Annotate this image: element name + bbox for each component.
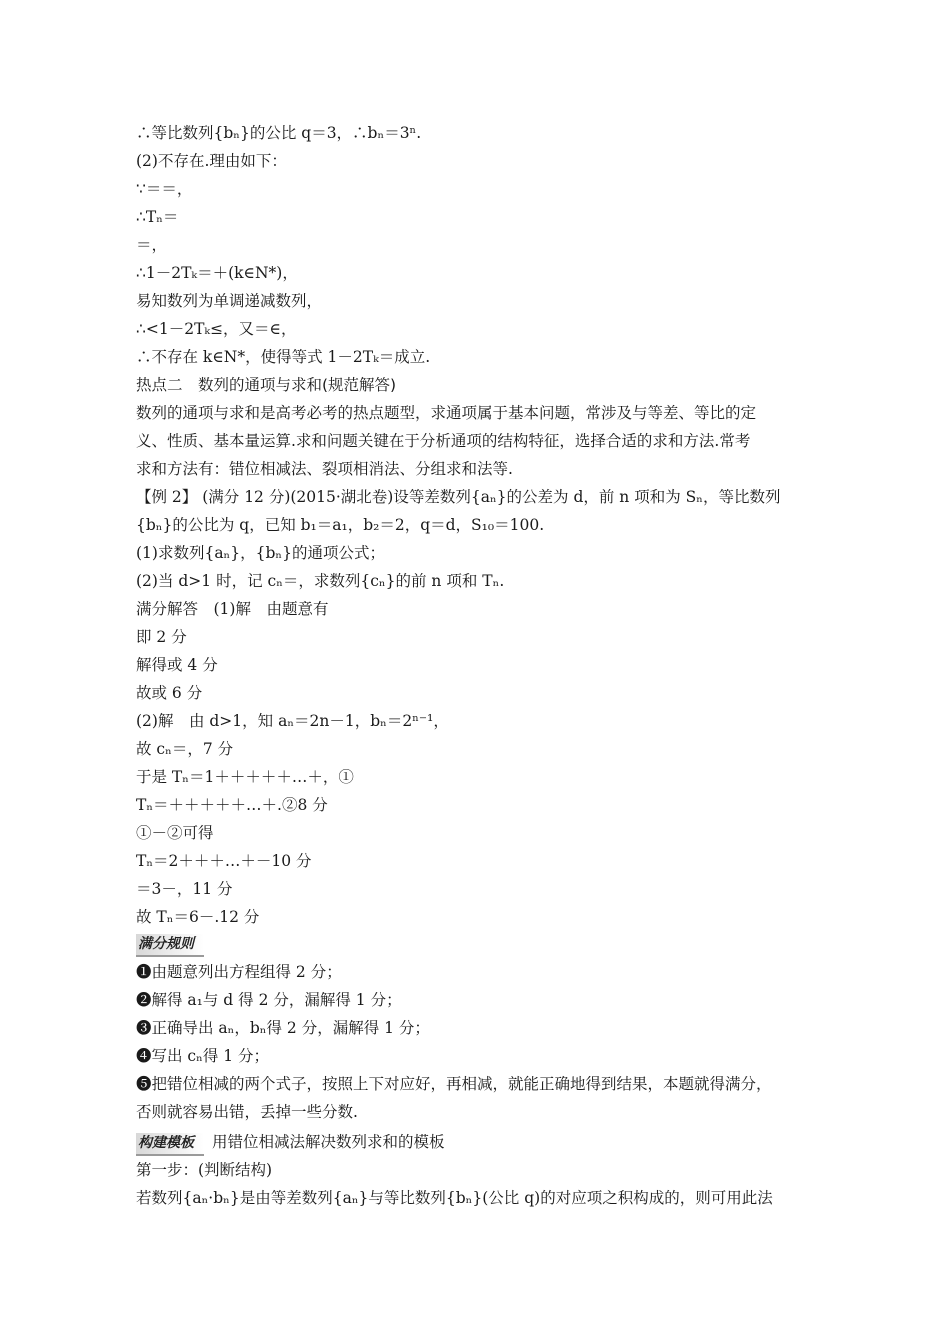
rule-item: ❺把错位相减的两个式子，按照上下对应好，再相减，就能正确地得到结果，本题就得满分， — [136, 1075, 772, 1093]
text-line: Tₙ＝2＋＋＋…＋－10 分 — [136, 852, 312, 870]
text-line: 易知数列为单调递减数列， — [136, 292, 323, 310]
step-title: 第一步：(判断结构) — [136, 1161, 273, 1179]
text-line: (2)当 d>1 时，记 cₙ＝，求数列{cₙ}的前 n 项和 Tₙ. — [136, 572, 505, 590]
text-line: 故 Tₙ＝6－.12 分 — [136, 908, 260, 926]
rules-header — [136, 933, 826, 957]
rule-item: ❹写出 cₙ得 1 分； — [136, 1047, 270, 1065]
rules-tag: 满分规则 — [136, 934, 204, 957]
text-line: 故或 6 分 — [136, 684, 203, 702]
template-header — [136, 1132, 826, 1156]
text-line: Tₙ＝＋＋＋＋＋…＋.②8 分 — [136, 796, 328, 814]
text-line: ∴Tₙ＝ — [136, 208, 179, 226]
example-line: 【例 2】 (满分 12 分)(2015·湖北卷)设等差数列{aₙ}的公差为 d，前 n 项和为 Sₙ，等比数列 — [136, 488, 781, 506]
text-line: ∴<1－2Tₖ≤，又＝∈， — [136, 320, 297, 338]
text-line: ∴1－2Tₖ＝＋(k∈N*)， — [136, 264, 298, 282]
text-line: {bₙ}的公比为 q，已知 b₁＝a₁，b₂＝2，q＝d，S₁₀＝100. — [136, 516, 545, 534]
template-title: 用错位相减法解决数列求和的模板 — [212, 1133, 445, 1151]
rule-item: ❷解得 a₁与 d 得 2 分，漏解得 1 分； — [136, 991, 402, 1009]
rule-item: 否则就容易出错，丢掉一些分数. — [136, 1103, 358, 1121]
text-line: (1)求数列{aₙ}，{bₙ}的通项公式； — [136, 544, 385, 562]
text-line: (2)不存在.理由如下： — [136, 152, 287, 170]
text-line: 求和方法有：错位相减法、裂项相消法、分组求和法等. — [136, 460, 513, 478]
text-line: 即 2 分 — [136, 628, 187, 646]
text-line: 于是 Tₙ＝1＋＋＋＋＋…＋，① — [136, 768, 354, 786]
text-line: ＝3－，11 分 — [136, 880, 233, 898]
template-tag: 构建模板 — [136, 1133, 204, 1156]
text-line: ∵＝＝， — [136, 180, 193, 198]
text-line: 故 cₙ＝，7 分 — [136, 740, 234, 758]
text-line: (2)解 由 d>1，知 aₙ＝2n－1，bₙ＝2ⁿ⁻¹， — [136, 712, 449, 730]
rule-item: ❶由题意列出方程组得 2 分； — [136, 963, 342, 981]
rule-item: ❸正确导出 aₙ，bₙ得 2 分，漏解得 1 分； — [136, 1019, 430, 1037]
text-line: ＝， — [136, 236, 168, 254]
text-line: 满分解答 (1)解 由题意有 — [136, 600, 329, 618]
section-heading: 热点二 数列的通项与求和(规范解答) — [136, 376, 397, 394]
text-line: 义、性质、基本量运算.求和问题关键在于分析通项的结构特征，选择合适的求和方法.常考 — [136, 432, 751, 450]
text-line: 数列的通项与求和是高考必考的热点题型，求通项属于基本问题，常涉及与等差、等比的定 — [136, 404, 757, 422]
text-line: 解得或 4 分 — [136, 656, 218, 674]
text-line: ∴等比数列{bₙ}的公比 q＝3，∴bₙ＝3ⁿ. — [136, 124, 422, 142]
text-line: ①－②可得 — [136, 824, 214, 842]
step-text: 若数列{aₙ·bₙ}是由等差数列{aₙ}与等比数列{bₙ}(公比 q)的对应项之积构成的，则可用此法 — [136, 1189, 773, 1207]
text-line: ∴不存在 k∈N*，使得等式 1－2Tₖ＝成立. — [136, 348, 431, 366]
